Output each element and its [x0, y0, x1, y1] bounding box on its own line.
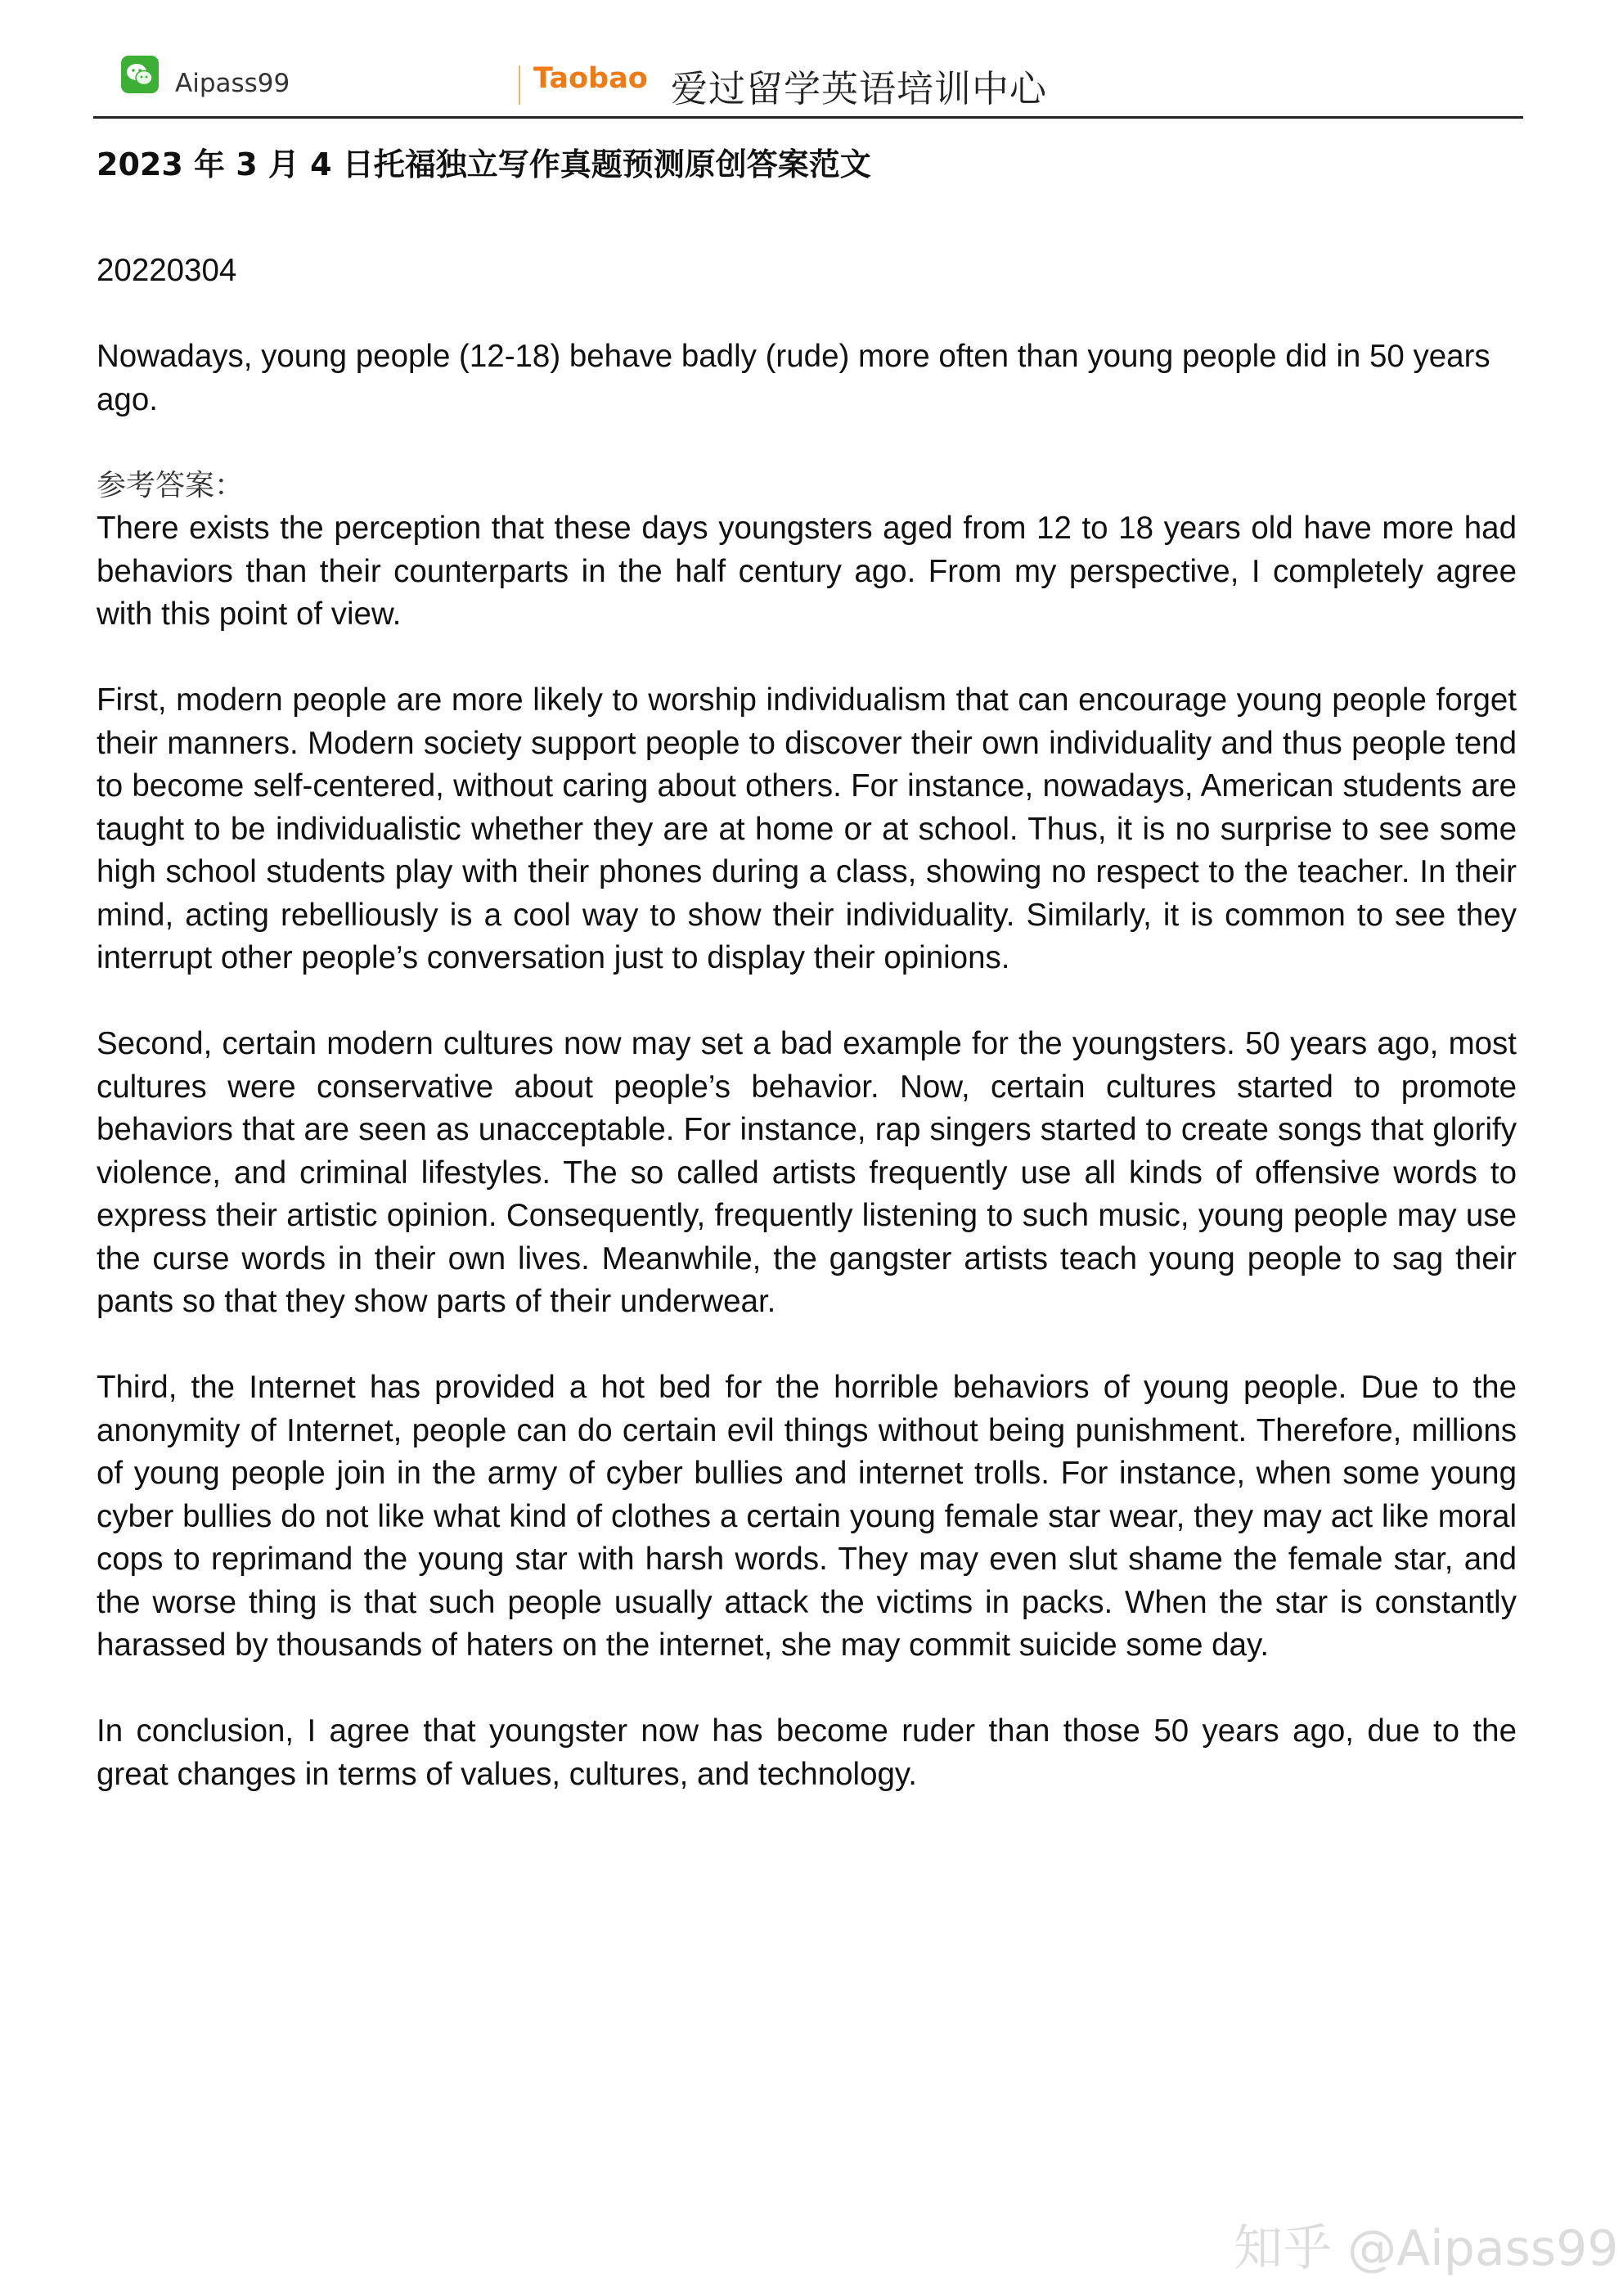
- answer-label: 参考答案：: [97, 468, 245, 502]
- header-divider: [519, 65, 520, 105]
- paragraph-first: First, modern people are more likely to worship individualism that can encourage young people forget their manners. Modern society support people to discover their own individuality and thus people tend to become self-centered, without caring about others. For instance, nowadays, American students are taught to be individualistic whether they are at home or at school. Thus, it is no surprise to see some high school students play with their phones during a class, showing no respect to the teacher. In their mind, acting rebelliously is a cool way to show their individuality. Similarly, it is common to see they interrupt other people’s conversation just to display their opinions.: [97, 682, 1517, 975]
- document-title: 2023 年 3 月 4 日托福独立写作真题预测原创答案范文: [97, 146, 871, 182]
- page-header: [93, 51, 1523, 119]
- document-body: [97, 250, 1517, 1839]
- paragraph-second: Second, certain modern cultures now may set a bad example for the youngsters. 50 years ago, most cultures were conservative about people’s behavior. Now, certain cultures started to promote behaviors that are seen as unacceptable. For instance, rap singers started to create songs that glorify violence, and criminal lifestyles. The so called artists frequently use all kinds of offensive words to express their artistic opinion. Consequently, frequently listening to such music, young people may use the curse words in their own lives. Meanwhile, the gangster artists teach young people to sag their pants so that they show parts of their underwear.: [97, 1026, 1517, 1319]
- zhihu-watermark: 知乎 @Aipass99: [1234, 2220, 1619, 2277]
- paragraph-third: Third, the Internet has provided a hot bed for the horrible behaviors of young people. Due to the anonymity of Internet, people can do certain evil things without being punishment. Therefore, millions of young people join in the army of cyber bullies and internet trolls. For instance, when some young cyber bullies do not like what kind of clothes a certain young female star wear, they may act like moral cops to reprimand the young star with harsh words. They may even slut shame the female star, and the worse thing is that such people usually attack the victims in packs. When the star is constantly harassed by thousands of haters on the internet, she may commit suicide some day.: [97, 1370, 1517, 1663]
- paragraph-intro: There exists the perception that these days youngsters aged from 12 to 18 years old have more had behaviors than their counterparts in the half century ago. From my perspective, I completely agree with this point of view.: [97, 511, 1517, 632]
- training-center-name: 爱过留学英语培训中心: [671, 67, 1048, 110]
- taobao-label: Taobao: [533, 62, 648, 95]
- wechat-icon: [121, 56, 159, 93]
- essay-prompt: Nowadays, young people (12-18) behave badly (rude) more often than young people did in 50 years ago.: [97, 339, 1490, 417]
- date-code: 20220304: [97, 253, 237, 288]
- paragraph-conclusion: In conclusion, I agree that youngster now has become ruder than those 50 years ago, due to the great changes in terms of values, cultures, and technology.: [97, 1713, 1517, 1792]
- brand-name: Aipass99: [175, 69, 290, 98]
